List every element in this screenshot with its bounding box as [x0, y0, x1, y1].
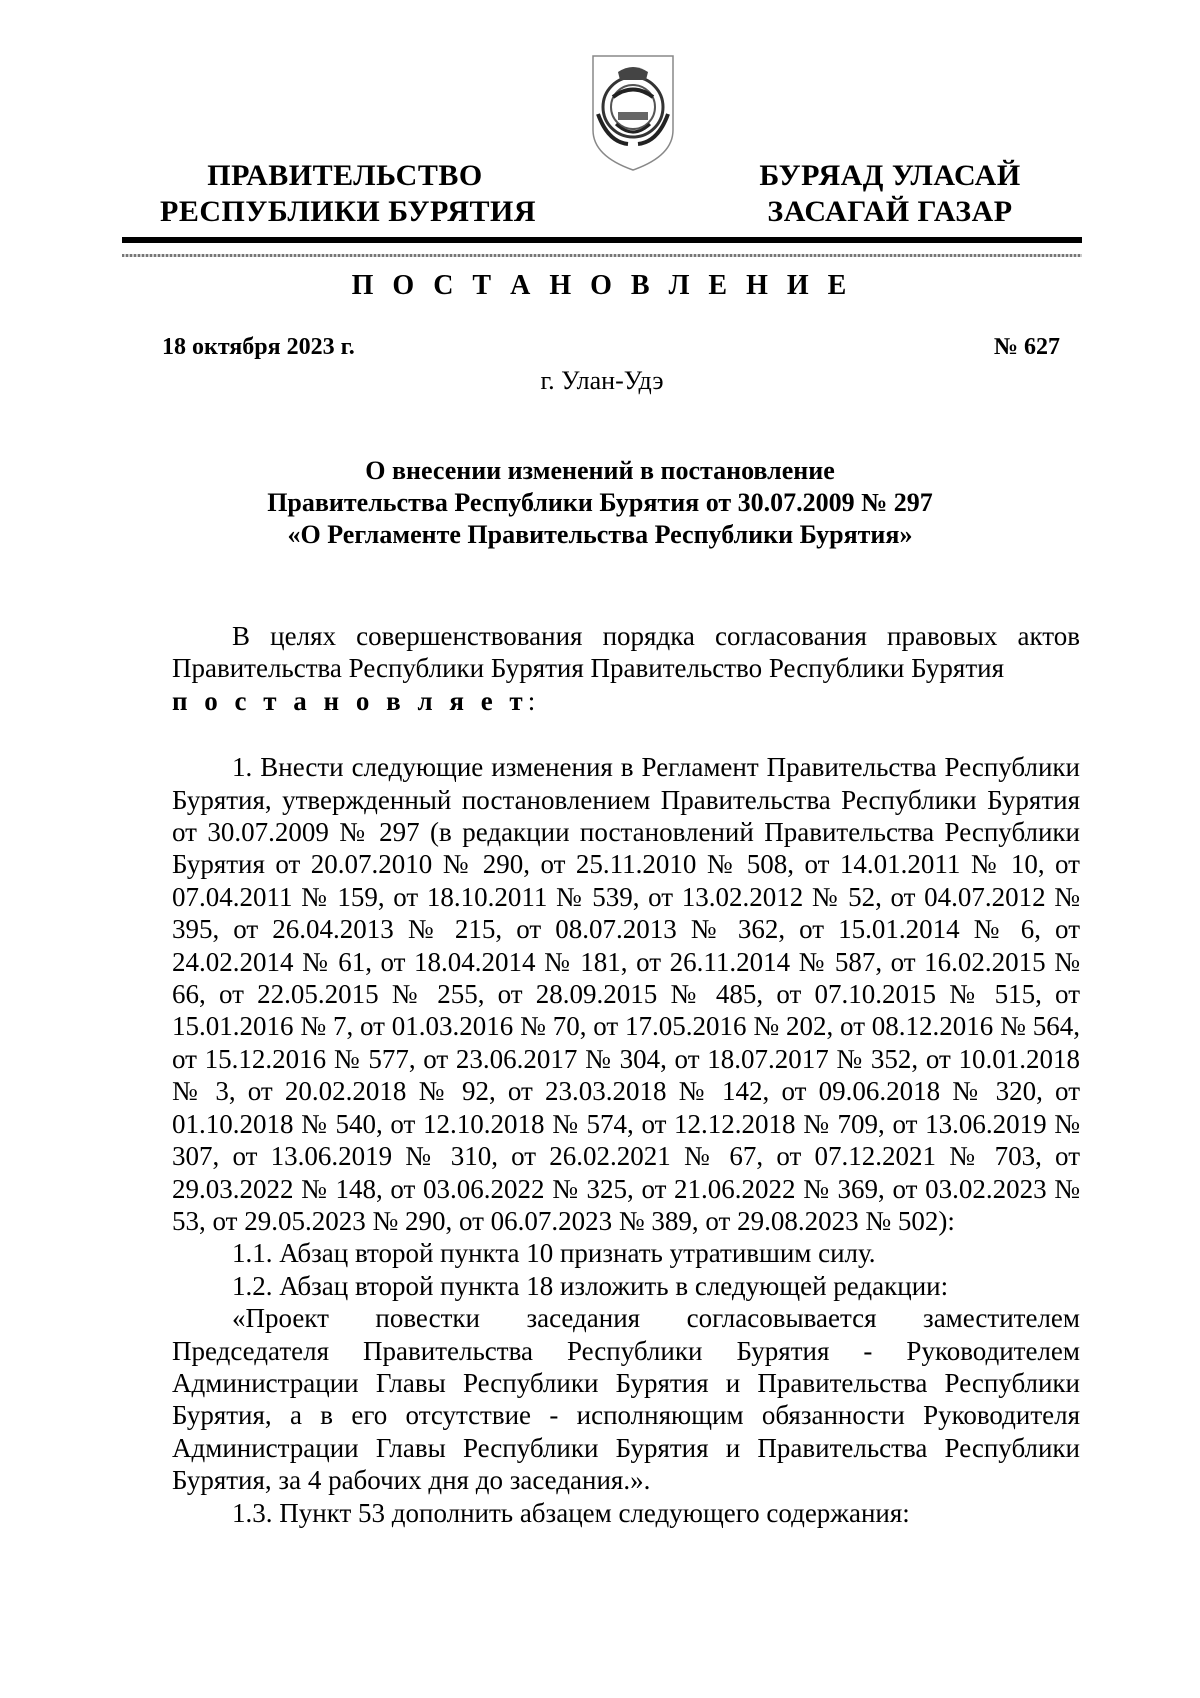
document-city: г. Улан-Удэ [540, 366, 664, 395]
document-date: 18 октября 2023 г. [162, 334, 355, 360]
quoted-paragraph: «Проект повестки заседания согласовывается заместителем Председателя Правительства Республики Бурятия - Руководителем Администрации Главы Республики Бурятия и Правительства Республики Бурятия, а в его отсутствие - исполняющим обязанности Руководителя Администрации Главы Республики Бурятия и Правительства Республики Бурятия, за 4 рабочих дня до заседания.». [172, 1303, 1080, 1496]
org-name-russian-line2: РЕСПУБЛИКИ БУРЯТИЯ [160, 195, 537, 228]
document-title-line1: О внесении изменений в постановление [365, 456, 835, 485]
document-title [140, 455, 1060, 551]
document-title-line3: «О Регламенте Правительства Республики Бурятия» [287, 520, 913, 549]
decree-colon: : [527, 685, 536, 716]
header-divider-thick [122, 237, 1082, 243]
item-1: 1. Внести следующие изменения в Регламент Правительства Республики Бурятия, утвержденный постановлением Правительства Республики Бурятия от 30.07.2009 № 297 (в редакции постановлений Правительства Республики Бурятия от 20.07.2010 № 290, от 25.11.2010 № 508, от 14.01.2011 № 10, от 07.04.2011 № 159, от 18.10.2011 № 539, от 13.02.2012 № 52, от 04.07.2012 № 395, от 26.04.2013 № 215, от 08.07.2013 № 362, от 15.01.2014 № 6, от 24.02.2014 № 61, от 18.04.2014 № 181, от 26.11.2014 № 587, от 16.02.2015 № 66, от 22.05.2015 № 255, от 28.09.2015 № 485, от 07.10.2015 № 515, от 15.01.2016 № 7, от 01.03.2016 № 70, от 17.05.2016 № 202, от 08.12.2016 № 564, от 15.12.2016 № 577, от 23.06.2017 № 304, от 18.07.2017 № 352, от 10.01.2018 № 3, от 20.02.2018 № 92, от 23.03.2018 № 142, от 09.06.2018 № 320, от 01.10.2018 № 540, от 12.10.2018 № 574, от 12.12.2018 № 709, от 13.06.2019 № 307, от 13.06.2019 № 310, от 26.02.2021 № 67, от 07.12.2021 № 703, от 29.03.2022 № 148, от 03.06.2022 № 325, от 21.06.2022 № 369, от 03.02.2023 № 53, от 29.05.2023 № 290, от 06.07.2023 № 389, от 29.08.2023 № 502): [172, 752, 1080, 1236]
item-1-2: 1.2. Абзац второй пункта 18 изложить в следующей редакции: [232, 1270, 949, 1301]
document-title-line2: Правительства Республики Бурятия от 30.07.2009 № 297 [267, 488, 933, 517]
item-1-1: 1.1. Абзац второй пункта 10 признать утратившим силу. [232, 1238, 876, 1269]
document-body [172, 620, 1080, 1529]
org-name-buryat-line2: ЗАСАГАЙ ГАЗАР [767, 195, 1013, 228]
decree-word: п о с т а н о в л я е т [172, 685, 528, 716]
org-name-russian [160, 158, 537, 230]
document-type: П О С Т А Н О В Л Е Н И Е [351, 270, 853, 301]
preamble-paragraph [172, 620, 1080, 717]
preamble-text: В целях совершенствования порядка согласования правовых актов Правительства Республики Бурятия Правительство Республики Бурятия [172, 621, 1080, 684]
org-name-russian-line1: ПРАВИТЕЛЬСТВО [207, 159, 483, 192]
org-name-buryat-line1: БУРЯАД УЛАСАЙ [759, 159, 1021, 192]
item-1-3: 1.3. Пункт 53 дополнить абзацем следующего содержания: [232, 1497, 910, 1528]
document-number: № 627 [993, 334, 1060, 360]
coat-of-arms-icon [588, 52, 678, 174]
header-divider-thin [122, 254, 1082, 257]
org-name-buryat [740, 158, 1040, 230]
